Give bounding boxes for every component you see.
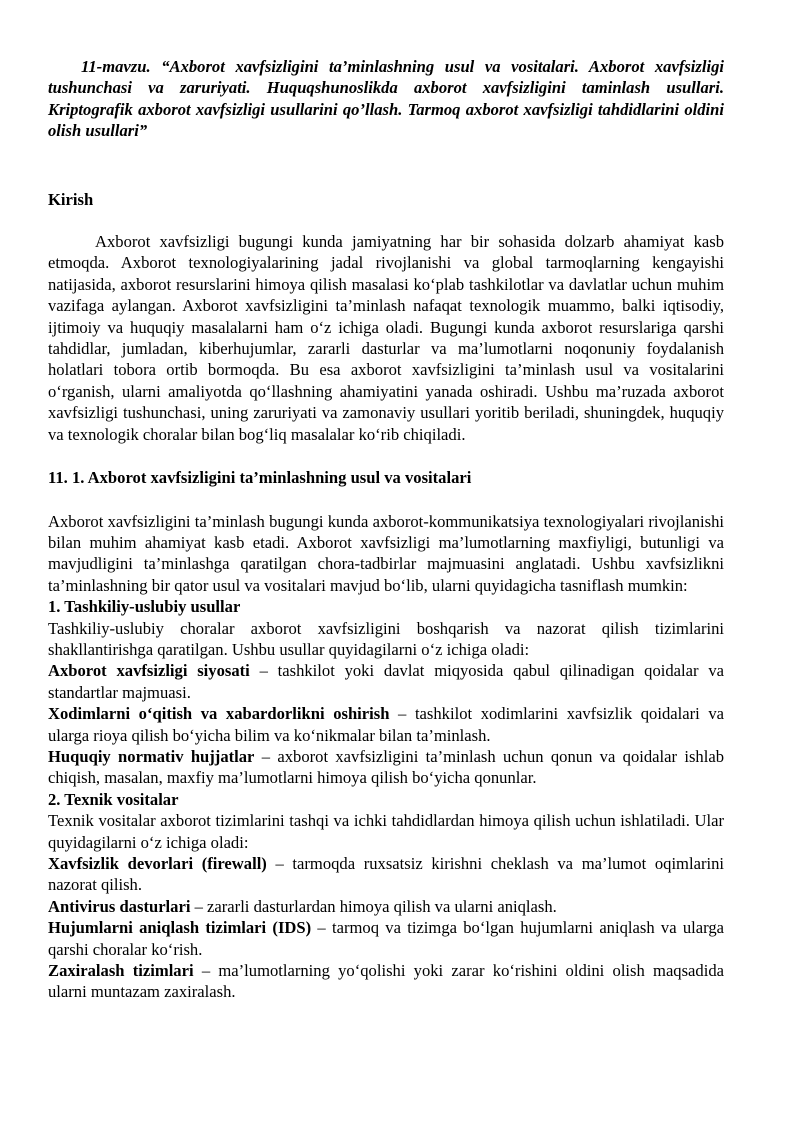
list-item-term: Zaxiralash tizimlari: [48, 961, 194, 981]
list-item-text: – ma’lumotlarning yo‘qolishi yoki zarar ko‘rishini oldini olish maqsadida ularni muntazam zaxiralash.: [48, 961, 724, 1002]
section-paragraph: Axborot xavfsizligini ta’minlash bugungi kunda axborot-kommunikatsiya texnologiyalari rivojlanishi bilan muhim ahamiyat kasb etadi. Axborot xavfsizligi ma’lumotlarning maxfiyligi, butunligi va mavjudligini ta’minlashga qaratilgan chora-tadbirlar majmuasini anglatadi. Ushbu xavfsizlikni ta’minlashning bir qator usul va vositalari mavjud bo‘lib, ularni quyidagicha tasniflash mumkin:: [48, 511, 724, 595]
list-item: [48, 853, 724, 896]
subsection-heading-organizational: 1. Tashkiliy-uslubiy usullar: [48, 597, 241, 617]
list-item-term: Xodimlarni o‘qitish va xabardorlikni oshirish: [48, 704, 390, 724]
list-item: [48, 917, 724, 960]
list-item: [48, 960, 724, 1003]
list-item-term: Antivirus dasturlari: [48, 896, 191, 916]
list-item: [48, 703, 724, 746]
list-item-term: Axborot xavfsizligi siyosati: [48, 661, 250, 681]
list-item: [48, 746, 724, 789]
list-item: [48, 660, 724, 703]
list-item-term: Hujumlarni aniqlash tizimlari (IDS): [48, 918, 312, 938]
list-item-term: Huquqiy normativ hujjatlar: [48, 746, 255, 766]
subsection-intro-technical: Texnik vositalar axborot tizimlarini tashqi va ichki tahdidlardan himoya qilish uchun ishlatiladi. Ular quyidagilarni o‘z ichiga oladi:: [48, 811, 724, 852]
list-item-text: – tashkilot xodimlarini xavfsizlik qoidalari va ularga rioya qilish bo‘yicha bilim va ko‘nikmalar bilan ta’minlash.: [48, 704, 724, 745]
list-item-text: – tarmoqda ruxsatsiz kirishni cheklash va ma’lumot oqimlarini nazorat qilish.: [48, 854, 724, 895]
document-title: 11-mavzu. “Axborot xavfsizligini ta’minlashning usul va vositalari. Axborot xavfsizligi tushunchasi va zaruriyati. Huquqshunoslikda axborot xavfsizligini taminlash usullari. Kriptografik axborot xavfsizligi usullarini qo’llash. Tarmoq axborot xavfsizligi tahdidlarini oldini olish usullari”: [48, 57, 724, 141]
intro-heading: Kirish: [48, 189, 94, 209]
list-item-text: – zararli dasturlardan himoya qilish va ularni aniqlash.: [190, 896, 557, 916]
subsection-heading-technical: 2. Texnik vositalar: [48, 789, 179, 809]
subsection-intro-organizational: Tashkiliy-uslubiy choralar axborot xavfsizligini boshqarish va nazorat qilish tizimlarini shakllantirishga qaratilgan. Ushbu usullar quyidagilarni o‘z ichiga oladi:: [48, 618, 724, 659]
list-item-text: – axborot xavfsizligini ta’minlash uchun qonun va qoidalar ishlab chiqish, masalan, maxfiy ma’lumotlarni himoya qilish bo‘yicha qonunlar.: [48, 746, 724, 788]
document-page: [48, 56, 724, 1003]
section-heading: 11. 1. Axborot xavfsizligini ta’minlashning usul va vositalari: [48, 468, 472, 488]
intro-paragraph: Axborot xavfsizligi bugungi kunda jamiyatning har bir sohasida dolzarb ahamiyat kasb etmoqda. Axborot texnologiyalarining jadal rivojlanishi va global tarmoqlarning kengayishi natijasida, axborot resurslarini himoya qilish masalasi ko‘plab tashkilotlar va davlatlar uchun muhim vazifaga aylangan. Axborot xavfsizligini ta’minlash nafaqat texnologik muammo, balki iqtisodiy, ijtimoiy va huquqiy masalalarni ham o‘z ichiga oladi. Bugungi kunda axborot resurslariga qarshi tahdidlar, jumladan, kiberhujumlar, zararli dasturlar va ma’lumotlarni noqonuniy foydalanish holatlari tobora ortib bormoqda. Bu esa axborot xavfsizligini ta’minlash usul va vositalarini o‘rganish, ularni amaliyotda qo‘llashning ahamiyatini yanada oshiradi. Ushbu ma’ruzada axborot xavfsizligi tushunchasi, uning zaruriyati va zamonaviy usullari yoritib beriladi, shuningdek, huquqiy va texnologik choralar bilan bog‘liq masalalar ko‘rib chiqiladi.: [48, 232, 724, 444]
list-item-text: – tarmoq va tizimga bo‘lgan hujumlarni aniqlash va ularga qarshi choralar ko‘rish.: [48, 918, 724, 959]
list-item-term: Xavfsizlik devorlari (firewall): [48, 854, 267, 873]
list-item: [48, 896, 724, 917]
list-item-text: – tashkilot yoki davlat miqyosida qabul qilinadigan qoidalar va standartlar majmuasi.: [48, 661, 724, 702]
